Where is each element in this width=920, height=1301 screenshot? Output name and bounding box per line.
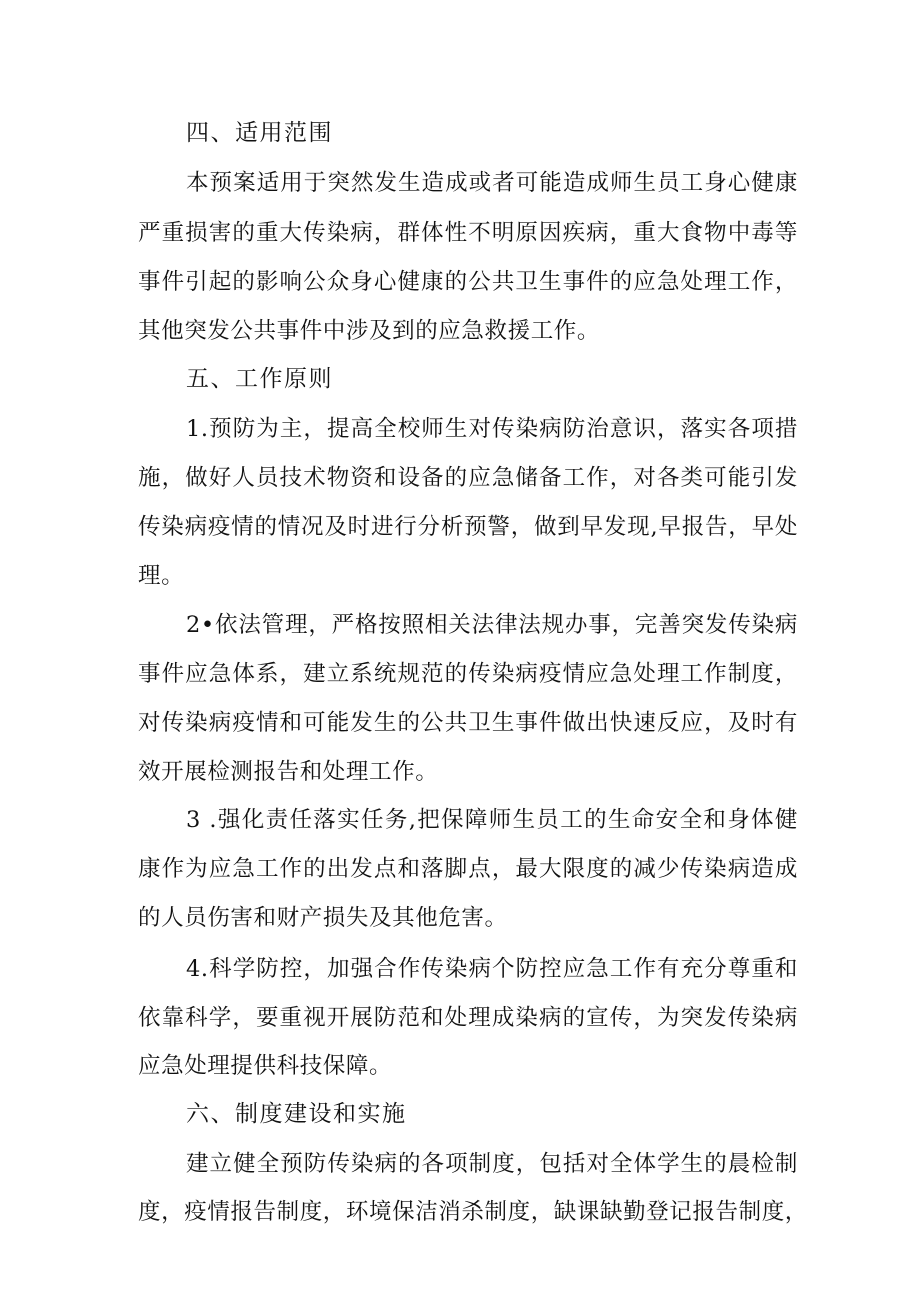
- paragraph-line: 康作为应急工作的出发点和落脚点，最大限度的减少传染病造成: [138, 856, 798, 882]
- paragraph-line: 传染病疫情的情况及时进行分析预警，做到早发现,早报告，早处: [138, 514, 798, 540]
- section-heading-principles: 五、工作原则: [186, 366, 333, 392]
- paragraph-line: 的人员伤害和财产损失及其他危害。: [138, 905, 508, 931]
- section-heading-system: 六、制度建设和实施: [186, 1101, 407, 1127]
- paragraph-line: 施，做好人员技术物资和设备的应急储备工作，对各类可能引发: [138, 465, 798, 491]
- paragraph-line: 理。: [138, 563, 185, 589]
- paragraph-line: 依靠科学，要重视开展防范和处理成染病的宣传，为突发传染病: [138, 1005, 798, 1031]
- paragraph-line: 应急处理提供科技保障。: [138, 1053, 393, 1079]
- paragraph-line: 效开展检测报告和处理工作。: [138, 759, 439, 785]
- paragraph-line: 事件应急体系，建立系统规范的传染病疫情应急处理工作制度，: [138, 661, 798, 687]
- paragraph-line: 事件引起的影响公众身心健康的公共卫生事件的应急处理工作，: [138, 269, 798, 295]
- paragraph-line: 4.科学防控，加强合作传染病个防控应急工作有充分尊重和: [186, 956, 798, 982]
- section-heading-scope: 四、适用范围: [186, 120, 333, 146]
- paragraph-line: 1.预防为主，提高全校师生对传染病防治意识，落实各项措: [186, 416, 798, 442]
- paragraph-line: 严重损害的重大传染病，群体性不明原因疾病，重大食物中毒等: [138, 220, 798, 246]
- paragraph-line: 本预案适用于突然发生造成或者可能造成师生员工身心健康: [186, 170, 798, 196]
- paragraph-line: 度，疫情报告制度，环境保洁消杀制度，缺课缺勤登记报告制度，: [138, 1199, 808, 1225]
- paragraph-line: 建立健全预防传染病的各项制度，包括对全体学生的晨检制: [186, 1151, 798, 1177]
- paragraph-line: 其他突发公共事件中涉及到的应急救援工作。: [138, 318, 601, 344]
- paragraph-line: 3 .强化责任落实任务,把保障师生员工的生命安全和身体健: [186, 807, 798, 833]
- paragraph-line: 对传染病疫情和可能发生的公共卫生事件做出快速反应，及时有: [138, 710, 798, 736]
- paragraph-line: 2•依法管理，严格按照相关法律法规办事，完善突发传染病: [186, 612, 798, 638]
